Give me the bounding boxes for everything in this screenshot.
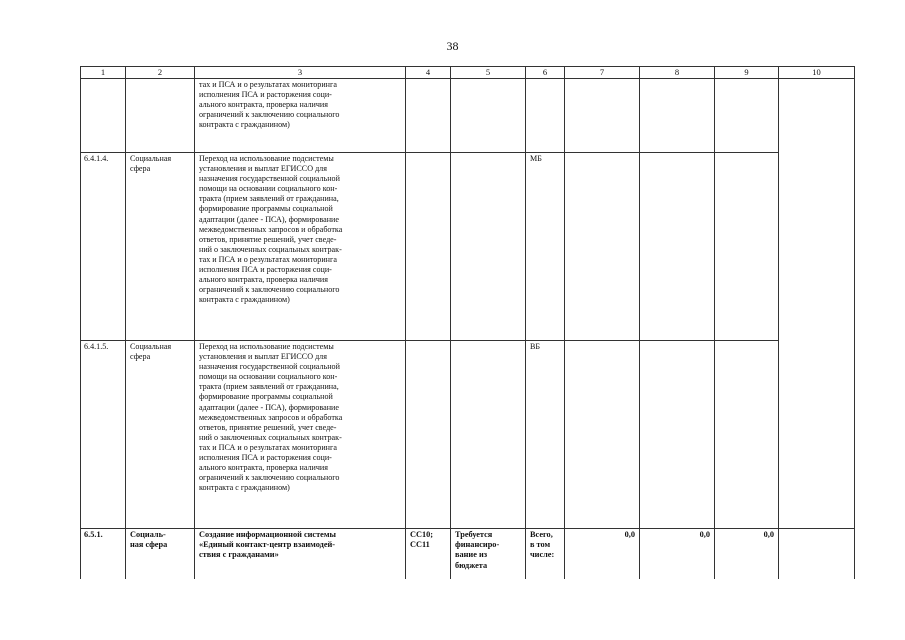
value-cell xyxy=(715,341,779,529)
column-number: 4 xyxy=(406,67,451,79)
financing-cell xyxy=(451,153,526,341)
description-cell: Создание информационной системы «Единый контакт-центр взаимодей- ствия с гражданами» xyxy=(195,529,406,579)
column-number-row xyxy=(81,67,855,79)
code-cell xyxy=(406,79,451,153)
value-cell: 0,0 xyxy=(715,529,779,579)
column-number: 10 xyxy=(779,67,855,79)
value-cell xyxy=(715,153,779,341)
item-number: 6.4.1.4. xyxy=(81,153,126,341)
table-row xyxy=(81,153,855,341)
table-row xyxy=(81,79,855,153)
code-cell: СС10; СС11 xyxy=(406,529,451,579)
item-number: 6.5.1. xyxy=(81,529,126,579)
sphere-cell: Социальная сфера xyxy=(126,153,195,341)
source-cell: Всего, в том числе: xyxy=(526,529,565,579)
value-cell xyxy=(565,341,640,529)
value-cell xyxy=(565,79,640,153)
source-cell: МБ xyxy=(526,153,565,341)
description-cell: тах и ПСА и о результатах мониторинга исполнения ПСА и расторжения соци- ального контракта, проверка наличия ограничений к заключению социального контракта с гражданином) xyxy=(195,79,406,153)
column-10-cell xyxy=(779,529,855,579)
column-number: 6 xyxy=(526,67,565,79)
item-number xyxy=(81,79,126,153)
financing-cell xyxy=(451,79,526,153)
item-number: 6.4.1.5. xyxy=(81,341,126,529)
sphere-cell xyxy=(126,79,195,153)
column-number: 5 xyxy=(451,67,526,79)
sphere-cell: Социаль- ная сфера xyxy=(126,529,195,579)
value-cell: 0,0 xyxy=(565,529,640,579)
source-cell: ВБ xyxy=(526,341,565,529)
description-cell: Переход на использование подсистемы установления и выплат ЕГИССО для назначения государственной социальной помощи на основании социального кон- тракта (прием заявлений от гражданина, формирование программы социальной адаптации (далее - ПСА), формирование межведомственных запросов и обработка ответов, принятие решений, учет сведе- ний о заключенных социальных контрак- тах и ПСА и о результатах мониторинга исполнения ПСА и расторжения соци- ального контракта, проверка наличия ограничений к заключению социального контракта с гражданином) xyxy=(195,153,406,341)
code-cell xyxy=(406,153,451,341)
value-cell xyxy=(640,79,715,153)
column-number: 2 xyxy=(126,67,195,79)
source-cell xyxy=(526,79,565,153)
page-number: 38 xyxy=(446,39,459,53)
column-number: 3 xyxy=(195,67,406,79)
column-number: 1 xyxy=(81,67,126,79)
table-row xyxy=(81,529,855,579)
value-cell: 0,0 xyxy=(640,529,715,579)
column-number: 8 xyxy=(640,67,715,79)
activities-table xyxy=(80,66,855,579)
column-number: 9 xyxy=(715,67,779,79)
table-row xyxy=(81,341,855,529)
value-cell xyxy=(640,153,715,341)
column-number: 7 xyxy=(565,67,640,79)
sphere-cell: Социальная сфера xyxy=(126,341,195,529)
code-cell xyxy=(406,341,451,529)
description-cell: Переход на использование подсистемы установления и выплат ЕГИССО для назначения государственной социальной помощи на основании социального кон- тракта (прием заявлений от гражданина, формирование программы социальной адаптации (далее - ПСА), формирование межведомственных запросов и обработка ответов, принятие решений, учет сведе- ний о заключенных социальных контрак- тах и ПСА и о результатах мониторинга исполнения ПСА и расторжения соци- ального контракта, проверка наличия ограничений к заключению социального контракта с гражданином) xyxy=(195,341,406,529)
value-cell xyxy=(640,341,715,529)
financing-cell: Требуется финансиро- вание из бюджета xyxy=(451,529,526,579)
value-cell xyxy=(565,153,640,341)
column-10-cell xyxy=(779,79,855,529)
value-cell xyxy=(715,79,779,153)
financing-cell xyxy=(451,341,526,529)
